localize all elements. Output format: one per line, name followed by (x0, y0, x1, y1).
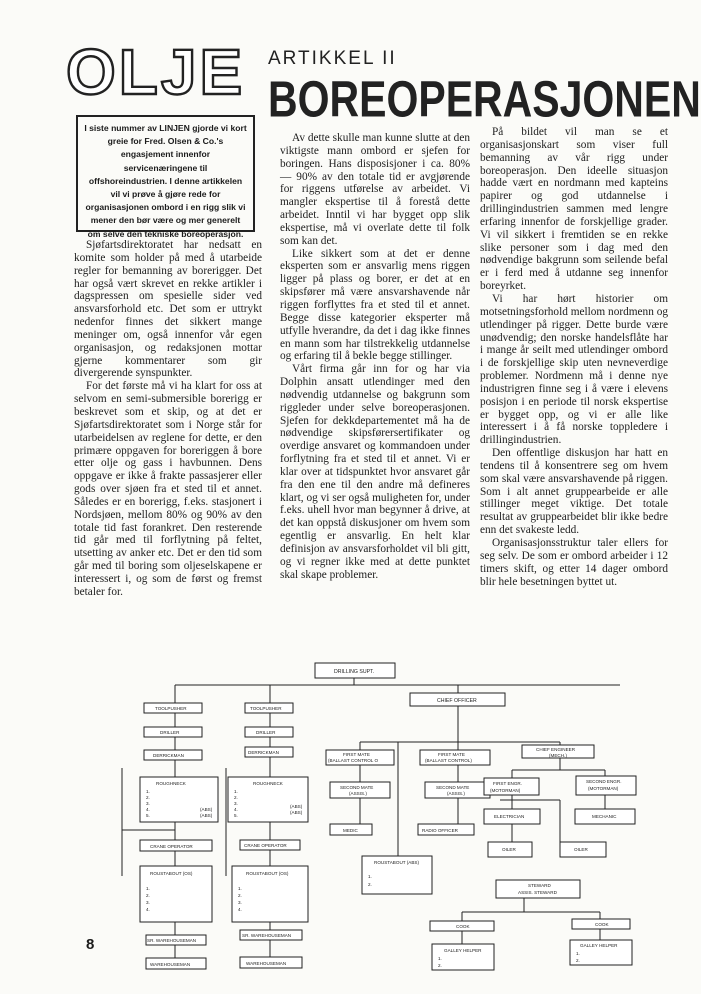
svg-text:ROUSTABOUT (OS): ROUSTABOUT (OS) (246, 871, 289, 876)
drilling-supt-label: DRILLING SUPT. (334, 669, 375, 675)
svg-text:2.: 2. (438, 963, 442, 968)
chief-officer-label: CHIEF OFFICER (437, 698, 477, 704)
svg-text:(MOTORMAN): (MOTORMAN) (490, 788, 521, 793)
left-tree-2 (228, 703, 308, 968)
paragraph: Den offentlige diskusjon har hatt en tendens til å konsentrere seg om hvem som skal være ansvarshavende på riggen. Som i alt annet gruppearbeide er alle stillinger meget viktige. Det totale resultat av gruppearbeidet blir ikke bedre enn det svakeste ledd. (480, 447, 668, 537)
svg-text:(MOTORMAN): (MOTORMAN) (588, 786, 619, 791)
svg-text:FIRST MATE: FIRST MATE (438, 752, 465, 757)
svg-text:1.: 1. (368, 874, 372, 879)
paragraph: Vi har hørt historier om motsetningsforhold mellom nordmenn og utlendinger på rigger. Dette burde være unødvendig; den norske handelsflåte har i mange år seilt med utlendinger ombord i de forskjellige skip uten nevneverdige problemer. Nordmenn må i denne nye industrigren finne seg i å være i elevens posisjon i en periode til norsk ekspertise er bygget opp, og vi er alle like interessert i å få norske toppledere i drillingindustrien. (480, 292, 668, 447)
svg-text:GALLEY HELPER: GALLEY HELPER (580, 943, 618, 948)
svg-text:CRANE OPERATOR: CRANE OPERATOR (244, 843, 287, 848)
svg-text:5.: 5. (234, 813, 238, 818)
deck-tree (326, 750, 490, 894)
svg-text:(BALLAST CONTROL): (BALLAST CONTROL) (425, 758, 472, 763)
svg-text:OILER: OILER (574, 847, 588, 852)
svg-text:DERRICKMAN: DERRICKMAN (248, 750, 279, 755)
svg-text:WAREHOUSEMAN: WAREHOUSEMAN (246, 961, 287, 966)
svg-text:(BALLAST CONTROL O: (BALLAST CONTROL O (328, 758, 379, 763)
svg-text:2.: 2. (146, 795, 150, 800)
left-tree-1 (140, 703, 218, 969)
article-title: BOREOPERASJONEN (268, 70, 701, 128)
svg-text:(ASSIS.): (ASSIS.) (349, 791, 367, 796)
svg-text:3.: 3. (234, 801, 238, 806)
svg-text:(ABS): (ABS) (200, 813, 213, 818)
crane-operator-label: CRANE OPERATOR (150, 844, 193, 849)
svg-text:(ABS): (ABS) (290, 810, 303, 815)
first-mate-label: FIRST MATE (343, 752, 370, 757)
roustabout-os-label: ROUSTABOUT (OS) (150, 871, 193, 876)
medic-label: MEDIC (343, 828, 358, 833)
second-engr-label: SECOND ENGR. (586, 779, 622, 784)
box-chief-officer (410, 693, 505, 706)
paragraph: Like sikkert som at det er denne eksperten som er ansvarlig mens riggen ligger på plass og borer, er det at en skipsfører må være ansvarshavende når riggen forflyttes fra et sted til et annet. Begge disse kategorier eksperter må utfylle hverandre, da det i dag ikke finnes en mann som har tilstrekkelig utdannelse og erfaring til å bekle begge stillinger. (280, 247, 470, 363)
svg-text:3.: 3. (146, 801, 150, 806)
svg-text:2.: 2. (238, 893, 242, 898)
svg-text:ROUGHNECK: ROUGHNECK (253, 781, 283, 786)
svg-text:4.: 4. (234, 807, 238, 812)
svg-text:3.: 3. (238, 900, 242, 905)
svg-text:1.: 1. (146, 886, 150, 891)
svg-text:5.: 5. (146, 813, 150, 818)
roughneck-label: ROUGHNECK (156, 781, 186, 786)
svg-text:(ASSIS.): (ASSIS.) (447, 791, 465, 796)
svg-text:4.: 4. (146, 807, 150, 812)
paragraph: Av dette skulle man kunne slutte at den viktigste mann ombord er sjefen for boringen. Hans disposisjoner i ca. 80% — 90% av den totale tid er avgjørende for riggens utførelse av arbeidet. Vi mangler ekspertise til å forestå dette arbeidet. Inntil vi har bygget opp slik ekspertise, må vi overlate dette til folk som kan det. (280, 132, 470, 247)
mechanic-label: MECHANIC (592, 814, 617, 819)
svg-text:2.: 2. (576, 958, 580, 963)
cook-label: COOK (456, 924, 470, 929)
svg-text:ASSIS. STEWARD: ASSIS. STEWARD (518, 890, 557, 895)
svg-text:TOOLPUSHER: TOOLPUSHER (250, 706, 282, 711)
galley-helper-label: GALLEY HELPER (444, 948, 482, 953)
svg-text:DRILLER: DRILLER (256, 730, 276, 735)
svg-text:2.: 2. (234, 795, 238, 800)
page-number: 8 (86, 936, 95, 953)
svg-text:3.: 3. (146, 900, 150, 905)
chief-engineer-label: CHIEF ENGINEER (536, 747, 576, 752)
svg-text:1.: 1. (234, 789, 238, 794)
paragraph: Organisasjonsstruktur taler ellers for seg selv. De som er ombord arbeider i 12 timers skift, og etter 14 dager ombord blir hele besetningen byttet ut. (480, 537, 668, 588)
radio-officer-label: RADIO OFFICER (422, 828, 458, 833)
svg-text:4.: 4. (146, 907, 150, 912)
svg-text:(MECH.): (MECH.) (549, 753, 567, 758)
toolpusher-label: TOOLPUSHER (155, 706, 187, 711)
svg-text:2.: 2. (146, 893, 150, 898)
svg-text:SECOND MATE: SECOND MATE (436, 785, 470, 790)
svg-text:COOK: COOK (595, 922, 609, 927)
svg-text:SR. WAREHOUSEMAN: SR. WAREHOUSEMAN (242, 933, 292, 938)
svg-text:(ABS): (ABS) (200, 807, 213, 812)
paragraph: Sjøfartsdirektoratet har nedsatt en komite som holder på med å utarbeide regler for bemanning av borerigger. Det har også vært skrevet en rekke artikler i dagspressen om spesielle sider ved ansvarsforhold etc. Det som er uttrykt nedenfor finnes det sikkert mange meninger om, også innenfor vår egen organisasjon, og redaksjonen mottar gjerne kommentarer som gir divergerende synspunkter. (74, 239, 262, 380)
second-mate-label: SECOND MATE (340, 785, 374, 790)
paragraph: For det første må vi ha klart for oss at selvom en semi-submersible borerigg er beskrevet som et skip, og at det er Sjøfartsdirektoratet som i Norge står for utarbeidelsen av reglene for dette, er den primære oppgaven for boreriggen å bore etter olje og gass i havbunnen. Dens oppgave er ikke å frakte passasjerer eller gods over sjøen fra et sted til et annet. Således er en borerigg, f.eks. stasjonert i Nordsjøen, mellom 80% og 90% av den totale tid fast forankret. Den resterende tid går med til forflytning på feltet, utsetting av anker etc. Det er den tid som går med til boring som oljeselskapene er interessert i, og som de først og fremst betaler for. (74, 380, 262, 598)
svg-text:(ABS): (ABS) (290, 804, 303, 809)
driller-label: DRILLER (160, 730, 180, 735)
svg-text:1.: 1. (146, 789, 150, 794)
paragraph: Vårt firma går inn for og har via Dolphin ansatt utlendinger med den nødvendig utdannelse og bakgrunn som riggleder under selve boreoperasjonen. Sjefen for dekkdepartementet må ha de nødvendige skipsførersertifikater og overdige ansvaret og kommandoen under forflytning fra et sted til et annet. Vi er klar over at tidspunktet hvor ansvaret går fra den ene til den andre må defineres klart, og vi ser også muligheten for, under f.eks. uhell hvor man begynner å drive, at det kan oppstå diskusjoner om hvem som egentlig er ansvarlig. En helt klar definisjon av ansvarsforholdet vil bli gitt, og vi regner ikke med at dette punktet skal skape problemer. (280, 363, 470, 581)
article-series-label: ARTIKKEL II (268, 48, 397, 69)
intro-box: I siste nummer av LINJEN gjorde vi kort greie for Fred. Olsen & Co.'s engasjement innenfor servicenæringene til offshoreindustrien. I denne artikkelen vil vi prøve å gjøre rede for organisasjonen ombord i en rigg slik vi mener den bør være og mer generelt om selve den tekniske boreoperasjon. (76, 115, 255, 232)
roustabout-abs-label: ROUSTABOUT (ABS) (374, 860, 420, 865)
galley-tree (430, 880, 632, 970)
sr-warehouseman-label: SR. WAREHOUSEMAN (147, 938, 197, 943)
steward-label: STEWARD (528, 883, 551, 888)
derrickman-label: DERRICKMAN (153, 753, 184, 758)
oiler-label: OILER (502, 847, 516, 852)
svg-text:1.: 1. (576, 951, 580, 956)
paragraph: På bildet vil man se et organisasjonskart som viser full bemanning av vår rigg under boreoperasjon. Den ideelle situasjon hadde vært en nordmann med kapteins papirer og god utdannelse i drillingindustrien sammen med lengre erfaring innenfor de forskjellige grader. Vi vil sikkert i fremtiden se en rekke slike personer som i dag med den nødvendige bakgrunn som seilende befal er i ferd med å utdanne seg innenfor boreyrket. (480, 126, 668, 293)
box-drilling-supt (315, 663, 395, 678)
first-engr-label: FIRST ENGR. (493, 781, 523, 786)
svg-text:1.: 1. (238, 886, 242, 891)
svg-text:4.: 4. (238, 907, 242, 912)
electrician-label: ELECTRICIAN (494, 814, 525, 819)
svg-text:2.: 2. (368, 882, 372, 887)
svg-text:1.: 1. (438, 956, 442, 961)
warehouseman-label: WAREHOUSEMAN (150, 962, 191, 967)
olje-title: OLJE (66, 36, 246, 108)
